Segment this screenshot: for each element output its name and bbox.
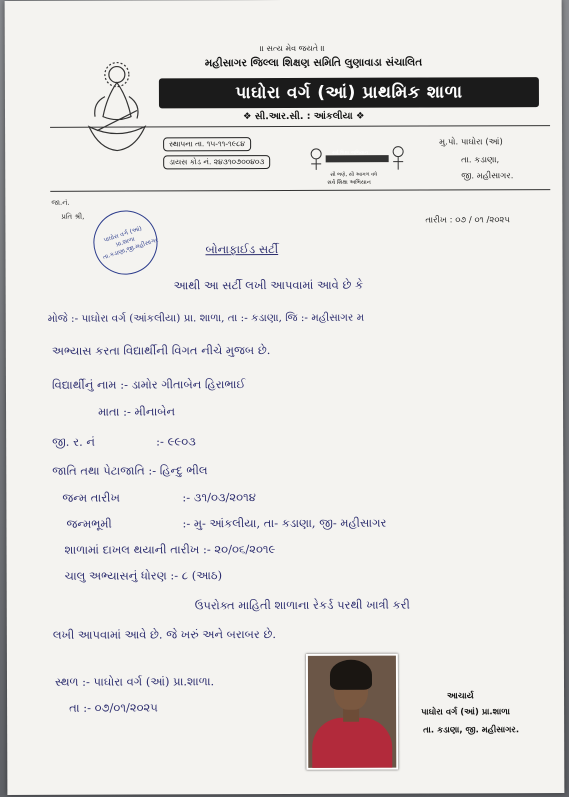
student-name: વિદ્યાર્થીનું નામ :- ડામોર ગીતાબેન હિરાભાઈ [51, 377, 246, 392]
birthplace-value: :- મુ- આંકલીયા, તા- કડાણા, જી- મહીસાગર [182, 515, 387, 531]
school-line: મોજે :- પાઘોરા વર્ગ (આંકલીયા) પ્રા. શાળા, તા :- કડાણા, જિ :- મહીસાગર મ [47, 311, 365, 325]
principal-place: તા. કડાણા, જી. મહીસાગર. [423, 725, 520, 736]
ssa-logo-text: સર્વ શિક્ષા અભિયાન [332, 150, 368, 156]
register-label: જી. ર. નં [52, 434, 95, 449]
ssa-name: સર્વ શિક્ષા અભિયાન [327, 179, 371, 186]
dob-label: જન્મ તારીખ [62, 490, 120, 505]
header-divider-bottom [50, 189, 550, 192]
address-line2: તા. કડાણા, [461, 155, 500, 166]
crc-line: ❖ સી.આર.સી. : આંકલીયા ❖ [243, 110, 365, 123]
principal-school: પાઘોરા વર્ગ (આં) પ્રા.શાળા [421, 707, 511, 718]
caste-row: જાતિ તથા પેટાજાતિ :- હિન્દુ ભીલ [52, 463, 208, 478]
recipient-label: પ્રતિ શ્રી, [61, 212, 85, 221]
student-photo [306, 654, 398, 770]
admission-date: શાળામાં દાખલ થયાની તારીખ :- ૨૦/૦૬/૨૦૧૯ [64, 542, 276, 557]
principal-title: આચાર્ય [447, 691, 474, 702]
school-seal-stamp [85, 202, 166, 283]
intro-line: આથી આ સર્ટી લખી આપવામાં આવે છે કે [173, 277, 364, 293]
saraswati-emblem-icon [77, 56, 157, 156]
certificate-page [5, 0, 565, 795]
certificate-title: બોનાફાઈડ સર્ટી [205, 242, 279, 257]
motto: ॥ સત્ય મેવ જયતે ॥ [259, 43, 325, 54]
letter-date: તારીખ : ૦૭ / ૦૧ /૨૦૨૫ [425, 215, 511, 226]
current-standard: ચાલુ અભ્યાસનું ધોરણ :- ૮ (આઠ) [64, 568, 223, 583]
address-line1: મુ.પો. પાઘોરા (આં) [439, 137, 503, 148]
established-box: સ્થાપના તા. ૧૫-૧૧-૧૯૮૪ [163, 137, 251, 151]
bottom-date: તા :- ૦૭/૦૧/૨૦૨૫ [69, 700, 158, 715]
address-line3: જી. મહીસાગર. [461, 171, 514, 182]
reference-number: જા.નં. [51, 198, 70, 207]
register-number: :- ૯૯૦૩ [156, 434, 196, 449]
dise-code-box: ડાયસ કોડ નં. ૨૪૩૧૦૭૦૦૪૦૩ [163, 155, 270, 169]
details-intro: અભ્યાસ કરતા વિદ્યાર્થીની વિગત નીચે મુજબ છે. [51, 343, 271, 358]
closing-line1: ઉપરોક્ત માહિતી શાળાના રેકર્ડ પરથી ખાત્રી કરી [194, 597, 410, 613]
seal-text: પાઘોરા વર્ગ (આં) પ્રા.શાળા તા.કડાણા,જી.મહીસાગર [102, 224, 160, 262]
place-line: સ્થળ :- પાઘોરા વર્ગ (આં) પ્રા.શાળા. [54, 674, 215, 689]
birthplace-label: જન્મભૂમી [66, 516, 112, 531]
dob-value: :- ૩૧/૦૩/૨૦૧૪ [182, 490, 256, 505]
school-name-banner: પાઘોરા વર્ગ (આં) પ્રાથમિક શાળા [159, 77, 539, 108]
mother-name: માતા :- મીનાબેન [98, 404, 176, 419]
ssa-tagline: સૌ ભણે, સૌ આગળ વધે [330, 171, 378, 178]
organization-name: મહીસાગર જિલ્લા શિક્ષણ સમિતિ લુણાવાડા સંચાલિત [204, 56, 423, 70]
closing-line2: લખી આપવામાં આવે છે. જે ખરું અને બરાબર છે. [52, 627, 277, 642]
